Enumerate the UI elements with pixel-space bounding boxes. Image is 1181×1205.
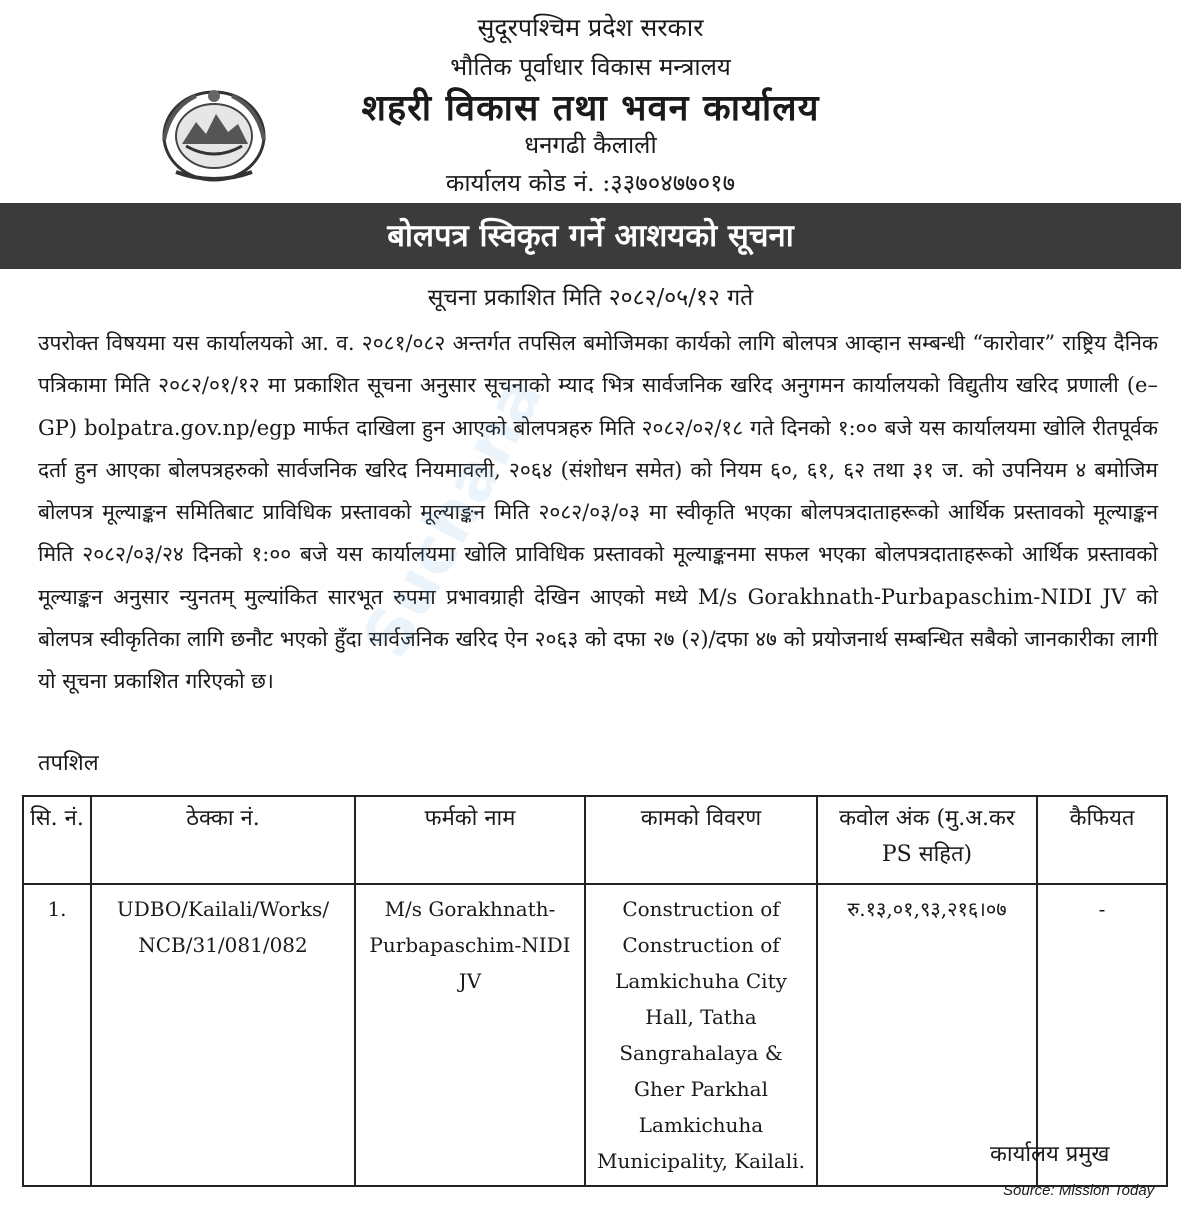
header-remarks: कैफियत [1037, 796, 1167, 884]
province-government: सुदूरपश्चिम प्रदेश सरकार [477, 13, 704, 42]
cell-serial-no: 1. [23, 884, 91, 1186]
table-header-row [23, 796, 1167, 884]
office-chief-signatory: कार्यालय प्रमुख [990, 1142, 1110, 1167]
office-location: धनगढी कैलाली [524, 131, 657, 159]
source-credit: Source: Mission Today [1003, 1182, 1155, 1199]
notice-title-banner: बोलपत्र स्विकृत गर्ने आशयको सूचना [0, 203, 1181, 269]
schedule-label: तपशिल [38, 751, 99, 776]
watermark: Suchana [348, 364, 559, 670]
header-contract-no: ठेक्का नं. [91, 796, 355, 884]
cell-remarks: - [1037, 884, 1167, 1186]
header-firm-name: फर्मको नाम [355, 796, 585, 884]
office-code: कार्यालय कोड नं. :३३७०४७७०१७ [445, 169, 736, 197]
ministry-name: भौतिक पूर्वाधार विकास मन्त्रालय [450, 53, 731, 81]
notice-body: उपरोक्त विषयमा यस कार्यालयको आ. व. २०८१/०८२ अन्तर्गत तपसिल बमोजिमका कार्यको लागि बोलपत्र आव्हान सम्बन्धी “कारोवार” राष्ट्रिय दैनिक पत्रिकामा मिति २०८२/०१/१२ मा प्रकाशित सूचना अनुसार सूचनाको म्याद भित्र सार्वजनिक खरिद अनुगमन कार्यालयको विद्युतीय खरिद प्रणाली (e–GP) bolpatra.gov.np/egp मार्फत दाखिला हुन आएको बोलपत्रहरु मिति २०८२/०२/१८ गते दिनको १:०० बजे यस कार्यालयमा खोलि रीतपूर्वक दर्ता हुन आएका बोलपत्रहरुको सार्वजनिक खरिद नियमावली, २०६४ (संशोधन समेत) को नियम ६०, ६१, ६२ तथा ३१ ज. को उपनियम ४ बमोजिम बोलपत्र मूल्याङ्कन समितिबाट प्राविधिक प्रस्तावको मूल्याङ्कन मिति २०८२/०३/०३ मा स्वीकृति भएका बोलपत्रदाताहरूको आर्थिक प्रस्तावको मूल्याङ्कन मिति २०८२/०३/२४ दिनको १:०० बजे यस कार्यालयमा खोलि प्राविधिक प्रस्तावको मूल्याङ्कनमा सफल भएका बोलपत्रदाताहरूको आर्थिक प्रस्तावको मूल्याङ्कन अनुसार न्युनतम् मुल्यांकित सारभूत रुपमा प्रभावग्राही देखिन आएको मध्ये M/s Gorakhnath-Purbapaschim-NIDI JV को बोलपत्र स्वीकृतिका लागि छनौट भएको हुँदा सार्वजनिक खरिद ऐन २०६३ को दफा २७ (२)/दफा ४७ को प्रयोजनार्थ सम्बन्धित सबैको जानकारीका लागी यो सूचना प्रकाशित गरिएको छ। [38, 331, 1158, 694]
cell-firm-name: M/s Gorakhnath-Purbapaschim-NIDI JV [355, 884, 585, 1186]
header-serial-no: सि. नं. [23, 796, 91, 884]
cell-work-description: Construction of Construction of Lamkichuha City Hall, Tatha Sangrahalaya & Gher Parkhal Lamkichuha Municipality, Kailali. [585, 884, 817, 1186]
cell-contract-no: UDBO/Kailali/Works/ NCB/31/081/082 [91, 884, 355, 1186]
header-bid-amount: कवोल अंक (मु.अ.कर PS सहित) [817, 796, 1037, 884]
cell-bid-amount: रु.१३,०१,९३,२१६।०७ [817, 884, 1037, 1186]
header-work-description: कामको विवरण [585, 796, 817, 884]
office-name: शहरी विकास तथा भवन कार्यालय [361, 88, 820, 129]
publication-date: सूचना प्रकाशित मिति २०८२/०५/१२ गते [427, 285, 754, 311]
bid-schedule-table [22, 795, 1168, 1187]
notice-header [0, 0, 1181, 200]
